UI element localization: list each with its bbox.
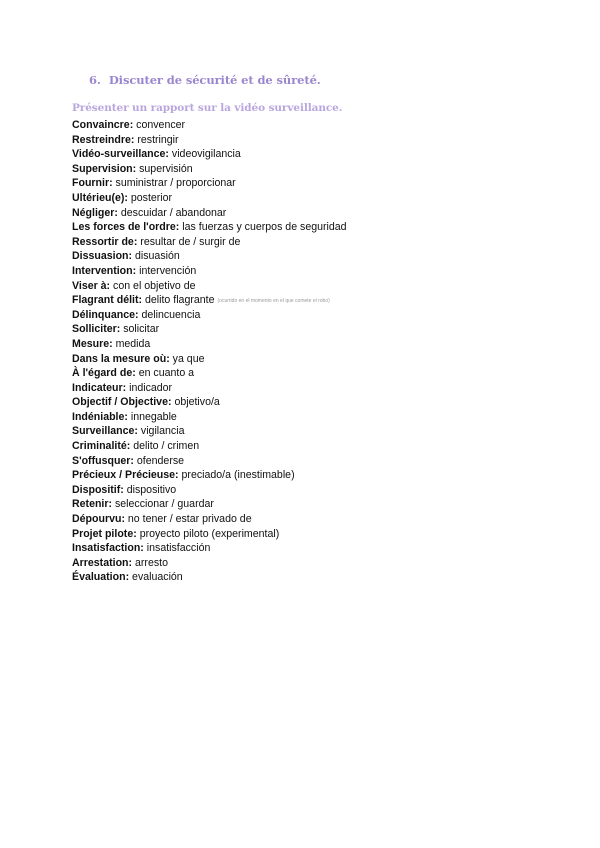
vocab-translation: con el objetivo de	[110, 279, 196, 292]
vocab-translation: no tener / estar privado de	[124, 513, 252, 526]
vocab-term: Dispositif:	[72, 483, 124, 496]
vocab-translation: vigilancia	[137, 425, 185, 438]
vocab-entry	[72, 395, 347, 410]
vocab-entry	[72, 556, 347, 571]
vocab-term: Évaluation:	[72, 571, 130, 584]
vocab-term: Restreindre:	[72, 133, 135, 146]
vocab-entry	[72, 147, 347, 162]
vocab-entry	[72, 176, 347, 191]
vocab-term: Projet pilote:	[72, 527, 137, 540]
vocab-translation: objetivo/a	[171, 396, 220, 409]
vocab-term: Fournir:	[72, 177, 113, 190]
vocab-entry	[72, 220, 347, 235]
vocab-term: Viser à:	[72, 279, 111, 292]
vocab-term: Surveillance:	[72, 425, 138, 438]
vocab-translation: solicitar	[120, 323, 160, 336]
vocab-note: (ocurrido en el momento en el que comete el robo)	[217, 298, 330, 305]
vocab-translation: resultar de / surgir de	[137, 235, 241, 248]
vocab-term: S'offusquer:	[72, 454, 134, 467]
vocab-entry	[72, 118, 347, 133]
vocab-term: Insatisfaction:	[72, 542, 144, 555]
vocab-term: Solliciter:	[72, 323, 121, 336]
vocab-translation: posterior	[127, 191, 173, 204]
vocab-term: Dissuasion:	[72, 250, 133, 263]
vocab-entry	[72, 424, 347, 439]
vocab-term: Dépourvu:	[72, 513, 125, 526]
vocab-term: Vidéo-surveillance:	[72, 148, 169, 161]
vocab-term: Intervention:	[72, 264, 137, 277]
vocab-entry	[72, 454, 347, 469]
section-heading	[89, 73, 321, 87]
vocabulary-list	[72, 118, 347, 585]
vocab-term: Ressortir de:	[72, 235, 138, 248]
vocab-term: Supervision:	[72, 162, 137, 175]
vocab-translation: proyecto piloto (experimental)	[136, 527, 280, 540]
vocab-translation: videovigilancia	[168, 148, 241, 161]
vocab-translation: medida	[112, 337, 151, 350]
vocab-entry	[72, 322, 347, 337]
vocab-translation: descuidar / abandonar	[117, 206, 227, 219]
vocab-term: À l'égard de:	[72, 367, 136, 380]
vocab-entry	[72, 235, 347, 250]
vocab-term: Indéniable:	[72, 410, 128, 423]
vocab-entry	[72, 337, 347, 352]
vocab-entry	[72, 279, 347, 294]
vocab-translation: intervención	[136, 264, 197, 277]
vocab-translation: arresto	[132, 556, 168, 569]
vocab-translation: evaluación	[129, 571, 183, 584]
vocab-entry	[72, 352, 347, 367]
vocab-translation: suministrar / proporcionar	[112, 177, 236, 190]
vocab-term: Délinquance:	[72, 308, 139, 321]
section-number: 6.	[89, 73, 101, 87]
vocab-entry	[72, 162, 347, 177]
vocab-term: Dans la mesure où:	[72, 352, 170, 365]
vocab-entry	[72, 410, 347, 425]
vocab-entry	[72, 541, 347, 556]
vocab-term: Objectif / Objective:	[72, 396, 172, 409]
vocab-translation: ya que	[169, 352, 205, 365]
vocab-translation: delincuencia	[138, 308, 201, 321]
vocab-term: Les forces de l'ordre:	[72, 221, 180, 234]
vocab-entry	[72, 468, 347, 483]
vocab-translation: preciado/a (inestimable)	[178, 469, 295, 482]
vocab-translation: delito flagrante	[142, 294, 215, 307]
vocab-translation: indicador	[126, 381, 173, 394]
vocab-entry	[72, 439, 347, 454]
vocab-term: Ultérieu(e):	[72, 191, 128, 204]
vocab-entry	[72, 133, 347, 148]
vocab-term: Arrestation:	[72, 556, 133, 569]
vocab-translation: insatisfacción	[143, 542, 211, 555]
vocab-translation: las fuerzas y cuerpos de seguridad	[179, 221, 347, 234]
vocab-entry	[72, 293, 347, 308]
vocab-term: Flagrant délit:	[72, 294, 143, 307]
vocab-entry	[72, 570, 347, 585]
vocab-translation: supervisión	[136, 162, 193, 175]
vocab-term: Indicateur:	[72, 381, 127, 394]
vocab-translation: ofenderse	[133, 454, 185, 467]
vocab-entry	[72, 206, 347, 221]
vocab-translation: disuasión	[132, 250, 180, 263]
vocab-entry	[72, 512, 347, 527]
vocab-term: Précieux / Précieuse:	[72, 469, 179, 482]
vocab-translation: dispositivo	[123, 483, 177, 496]
vocab-translation: delito / crimen	[130, 440, 200, 453]
vocab-translation: seleccionar / guardar	[112, 498, 214, 511]
vocab-entry	[72, 264, 347, 279]
vocab-term: Retenir:	[72, 498, 113, 511]
vocab-term: Criminalité:	[72, 440, 131, 453]
vocab-translation: restringir	[134, 133, 179, 146]
vocab-translation: convencer	[133, 119, 186, 131]
vocab-entry	[72, 249, 347, 264]
vocab-entry	[72, 497, 347, 512]
vocab-term: Négliger:	[72, 206, 118, 219]
vocab-entry	[72, 527, 347, 542]
section-subtitle: Présenter un rapport sur la vidéo surveillance.	[72, 102, 343, 114]
vocab-translation: innegable	[127, 410, 177, 423]
vocab-entry	[72, 191, 347, 206]
vocab-entry	[72, 381, 347, 396]
section-title: Discuter de sécurité et de sûreté.	[108, 73, 321, 87]
vocab-term: Convaincre:	[72, 119, 134, 131]
vocab-entry	[72, 366, 347, 381]
vocab-entry	[72, 308, 347, 323]
vocab-term: Mesure:	[72, 337, 113, 350]
vocab-entry	[72, 483, 347, 498]
vocab-translation: en cuanto a	[135, 367, 195, 380]
